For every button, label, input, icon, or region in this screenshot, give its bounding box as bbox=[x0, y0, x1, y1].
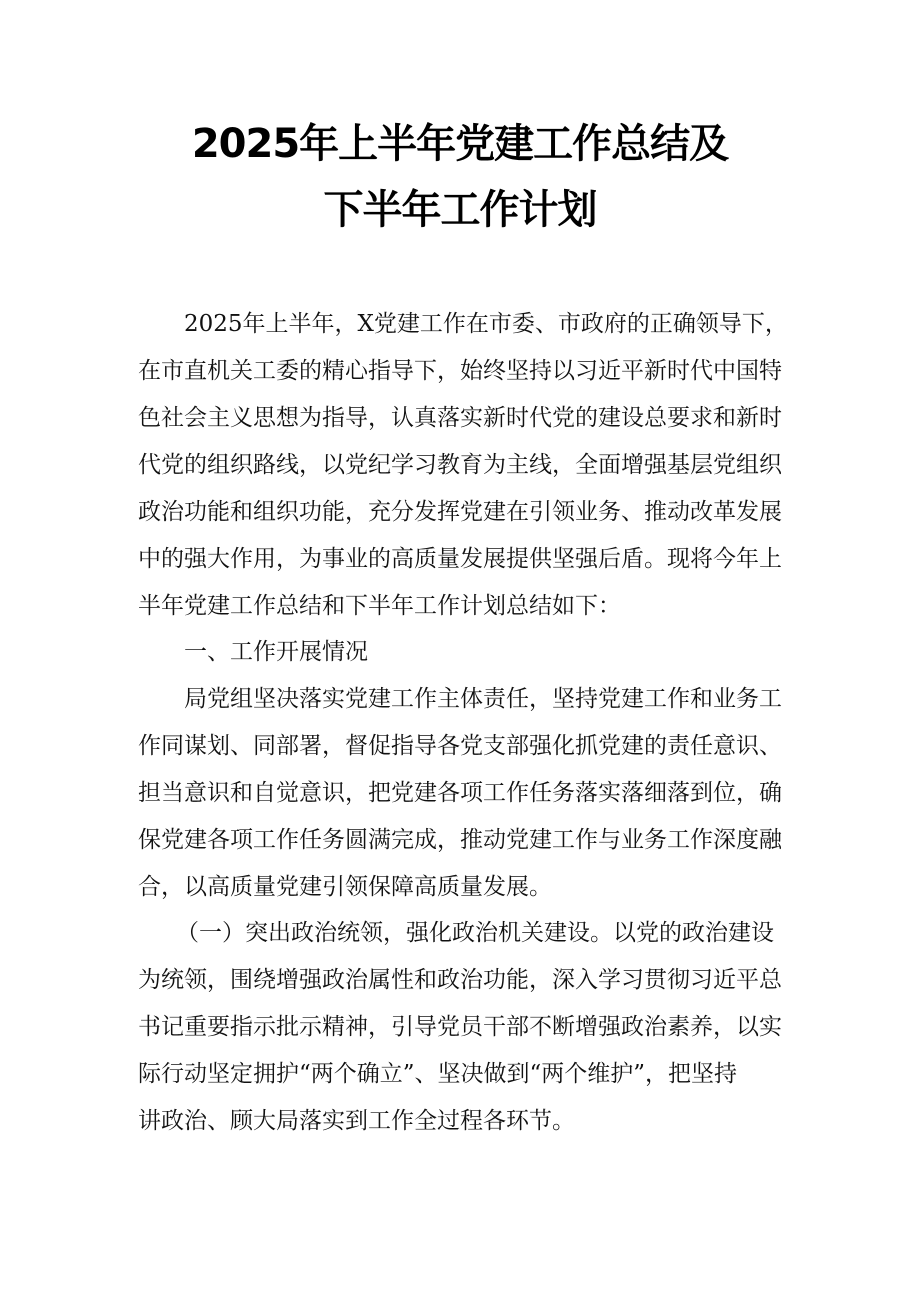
paragraph-2-line-3: 担当意识和自觉意识，把党建各项工作任务落实落细落到位，确 bbox=[138, 780, 782, 806]
paragraph-1-line-6: 中的强大作用，为事业的高质量发展提供坚强后盾。现将今年上 bbox=[138, 546, 782, 572]
paragraph-1-line-5: 政治功能和组织功能，充分发挥党建在引领业务、推动改革发展 bbox=[138, 499, 782, 525]
paragraph-2-line-1: 局党组坚决落实党建工作主体责任，坚持党建工作和业务工 bbox=[184, 686, 782, 712]
paragraph-3-line-2: 为统领，围绕增强政治属性和政治功能，深入学习贯彻习近平总 bbox=[138, 967, 782, 993]
paragraph-3-line-3: 书记重要指示批示精神，引导党员干部不断增强政治素养，以实 bbox=[138, 1014, 782, 1040]
paragraph-2-line-2: 作同谋划、同部署，督促指导各党支部强化抓党建的责任意识、 bbox=[138, 733, 782, 759]
document-title-line-2: 下半年工作计划 bbox=[323, 187, 597, 233]
paragraph-1-line-1: 2025年上半年，X党建工作在市委、市政府的正确领导下， bbox=[184, 311, 788, 337]
paragraph-1-line-4: 代党的组织路线，以党纪学习教育为主线，全面增强基层党组织 bbox=[138, 452, 782, 478]
paragraph-1-line-7: 半年党建工作总结和下半年工作计划总结如下： bbox=[138, 593, 621, 619]
section-heading: 一、工作开展情况 bbox=[184, 639, 368, 665]
paragraph-2-line-5: 合，以高质量党建引领保障高质量发展。 bbox=[138, 874, 552, 900]
paragraph-1-line-2: 在市直机关工委的精心指导下，始终坚持以习近平新时代中国特 bbox=[138, 358, 782, 384]
paragraph-3-line-1: （一）突出政治统领，强化政治机关建设。以党的政治建设 bbox=[176, 920, 774, 946]
paragraph-3-line-5: 讲政治、顾大局落实到工作全过程各环节。 bbox=[138, 1108, 575, 1134]
document-title-line-1: 2025年上半年党建工作总结及 bbox=[191, 121, 729, 167]
paragraph-2-line-4: 保党建各项工作任务圆满完成，推动党建工作与业务工作深度融 bbox=[138, 827, 782, 853]
paragraph-3-line-4: 际行动坚定拥护“两个确立”、坚决做到“两个维护”，把坚持 bbox=[138, 1061, 738, 1087]
paragraph-1-line-3: 色社会主义思想为指导，认真落实新时代党的建设总要求和新时 bbox=[138, 405, 782, 431]
